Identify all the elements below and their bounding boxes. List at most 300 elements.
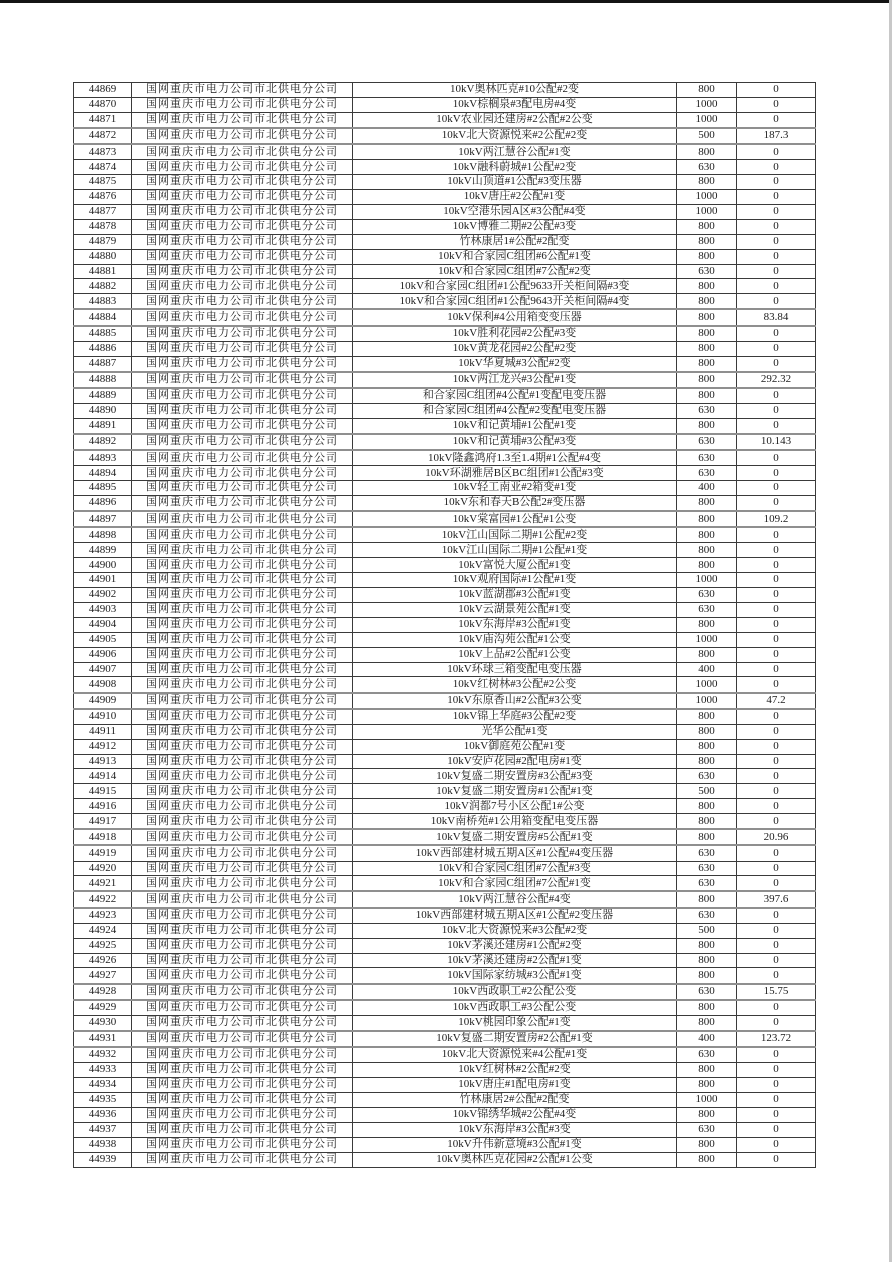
row-id-cell: 44914 — [74, 769, 132, 784]
row-id-cell: 44911 — [74, 724, 132, 739]
capacity-cell: 1000 — [677, 189, 737, 204]
value-cell: 0 — [737, 784, 816, 799]
station-name-cell: 10kV唐庄#2公配#1变 — [353, 189, 677, 204]
station-name-cell: 10kV和合家园C组团#7公配#1变 — [353, 876, 677, 892]
value-cell: 0 — [737, 647, 816, 662]
row-id-cell: 44873 — [74, 144, 132, 160]
value-cell: 0 — [737, 938, 816, 953]
value-cell: 0 — [737, 450, 816, 466]
value-cell: 20.96 — [737, 829, 816, 845]
row-id-cell: 44901 — [74, 573, 132, 588]
company-cell: 国网重庆市电力公司市北供电分公司 — [132, 309, 353, 325]
row-id-cell: 44885 — [74, 326, 132, 342]
station-name-cell: 10kV农业园还建房#2公配#2公变 — [353, 112, 677, 128]
station-name-cell: 10kV东原香山#2公配#3公变 — [353, 693, 677, 709]
company-cell: 国网重庆市电力公司市北供电分公司 — [132, 709, 353, 725]
table-row — [74, 799, 816, 814]
capacity-cell: 800 — [677, 829, 737, 845]
station-name-cell: 10kV环湖雅居B区BC组团#1公配#3变 — [353, 466, 677, 481]
value-cell: 0 — [737, 923, 816, 938]
row-id-cell: 44939 — [74, 1152, 132, 1167]
capacity-cell: 800 — [677, 617, 737, 632]
station-name-cell: 10kV和记黄埔#1公配#1变 — [353, 418, 677, 434]
value-cell: 0 — [737, 876, 816, 892]
station-name-cell: 10kV北大资源悦来#4公配#1变 — [353, 1047, 677, 1063]
station-name-cell: 10kV茅溪还建房#2公配#1变 — [353, 953, 677, 968]
table-row — [74, 356, 816, 372]
table-row — [74, 189, 816, 204]
company-cell: 国网重庆市电力公司市北供电分公司 — [132, 128, 353, 144]
table-row — [74, 480, 816, 495]
table-row — [74, 264, 816, 279]
table-row — [74, 662, 816, 677]
row-id-cell: 44918 — [74, 829, 132, 845]
row-id-cell: 44933 — [74, 1063, 132, 1078]
table-row — [74, 450, 816, 466]
capacity-cell: 630 — [677, 602, 737, 617]
station-name-cell: 10kV北大资源悦来#3公配#2变 — [353, 923, 677, 938]
company-cell: 国网重庆市电力公司市北供电分公司 — [132, 1063, 353, 1078]
table-row — [74, 128, 816, 144]
value-cell: 0 — [737, 845, 816, 861]
station-name-cell: 10kV西部建材城五期A区#1公配#2变压器 — [353, 908, 677, 924]
value-cell: 0 — [737, 97, 816, 112]
value-cell: 0 — [737, 480, 816, 495]
row-id-cell: 44924 — [74, 923, 132, 938]
value-cell: 0 — [737, 587, 816, 602]
row-id-cell: 44910 — [74, 709, 132, 725]
capacity-cell: 400 — [677, 480, 737, 495]
company-cell: 国网重庆市电力公司市北供电分公司 — [132, 144, 353, 160]
company-cell: 国网重庆市电力公司市北供电分公司 — [132, 112, 353, 128]
table-row — [74, 953, 816, 968]
capacity-cell: 800 — [677, 709, 737, 725]
table-row — [74, 279, 816, 294]
company-cell: 国网重庆市电力公司市北供电分公司 — [132, 418, 353, 434]
table-row — [74, 1137, 816, 1152]
value-cell: 0 — [737, 249, 816, 264]
row-id-cell: 44893 — [74, 450, 132, 466]
value-cell: 0 — [737, 1152, 816, 1167]
capacity-cell: 800 — [677, 891, 737, 907]
capacity-cell: 800 — [677, 388, 737, 404]
table-row — [74, 341, 816, 356]
table-row — [74, 814, 816, 830]
station-name-cell: 10kV红树林#2公配#2变 — [353, 1063, 677, 1078]
capacity-cell: 800 — [677, 234, 737, 249]
capacity-cell: 800 — [677, 326, 737, 342]
value-cell: 0 — [737, 466, 816, 481]
table-row — [74, 984, 816, 1000]
station-name-cell: 10kV锦绣华城#2公配#4变 — [353, 1107, 677, 1122]
value-cell: 123.72 — [737, 1031, 816, 1047]
station-name-cell: 10kV胜利花园#2公配#3变 — [353, 326, 677, 342]
company-cell: 国网重庆市电力公司市北供电分公司 — [132, 861, 353, 876]
table-row — [74, 403, 816, 418]
capacity-cell: 1000 — [677, 573, 737, 588]
value-cell: 0 — [737, 219, 816, 234]
company-cell: 国网重庆市电力公司市北供电分公司 — [132, 632, 353, 647]
station-name-cell: 10kV江山国际二期#1公配#2变 — [353, 527, 677, 543]
row-id-cell: 44926 — [74, 953, 132, 968]
table-row — [74, 784, 816, 799]
table-row — [74, 175, 816, 190]
table-row — [74, 709, 816, 725]
row-id-cell: 44869 — [74, 83, 132, 98]
value-cell: 0 — [737, 341, 816, 356]
value-cell: 0 — [737, 1122, 816, 1137]
table-row — [74, 938, 816, 953]
table-row — [74, 908, 816, 924]
table-row — [74, 724, 816, 739]
capacity-cell: 800 — [677, 968, 737, 984]
company-cell: 国网重庆市电力公司市北供电分公司 — [132, 754, 353, 769]
row-id-cell: 44912 — [74, 739, 132, 754]
capacity-cell: 630 — [677, 908, 737, 924]
value-cell: 0 — [737, 908, 816, 924]
capacity-cell: 800 — [677, 219, 737, 234]
capacity-cell: 630 — [677, 876, 737, 892]
row-id-cell: 44895 — [74, 480, 132, 495]
row-id-cell: 44876 — [74, 189, 132, 204]
station-name-cell: 10kV东海岸#3公配#3变 — [353, 1122, 677, 1137]
station-name-cell: 10kV空港乐园A区#3公配#4变 — [353, 204, 677, 219]
row-id-cell: 44925 — [74, 938, 132, 953]
row-id-cell: 44886 — [74, 341, 132, 356]
capacity-cell: 1000 — [677, 1092, 737, 1107]
capacity-cell: 800 — [677, 341, 737, 356]
company-cell: 国网重庆市电力公司市北供电分公司 — [132, 953, 353, 968]
row-id-cell: 44878 — [74, 219, 132, 234]
row-id-cell: 44935 — [74, 1092, 132, 1107]
row-id-cell: 44897 — [74, 511, 132, 527]
row-id-cell: 44871 — [74, 112, 132, 128]
capacity-cell: 630 — [677, 160, 737, 175]
company-cell: 国网重庆市电力公司市北供电分公司 — [132, 264, 353, 279]
value-cell: 0 — [737, 388, 816, 404]
value-cell: 0 — [737, 558, 816, 573]
station-name-cell: 10kV蓝湖郡#3公配#1变 — [353, 587, 677, 602]
station-name-cell: 10kV和合家园C组团#1公配9633开关柜间隔#3变 — [353, 279, 677, 294]
station-name-cell: 10kV两江龙兴#3公配#1变 — [353, 372, 677, 388]
table-row — [74, 1031, 816, 1047]
value-cell: 0 — [737, 602, 816, 617]
station-name-cell: 10kV山顶道#1公配#3变压器 — [353, 175, 677, 190]
row-id-cell: 44900 — [74, 558, 132, 573]
page-top-edge — [0, 0, 892, 3]
value-cell: 109.2 — [737, 511, 816, 527]
station-name-cell: 10kV复盛二期安置房#1公配#1变 — [353, 784, 677, 799]
station-name-cell: 10kV黄龙花园#2公配#2变 — [353, 341, 677, 356]
capacity-cell: 800 — [677, 1077, 737, 1092]
company-cell: 国网重庆市电力公司市北供电分公司 — [132, 543, 353, 558]
station-name-cell: 10kV桃园印象公配#1变 — [353, 1015, 677, 1031]
station-name-cell: 10kV两江慧谷公配#4变 — [353, 891, 677, 907]
station-name-cell: 10kV轻工南亚#2箱变#1变 — [353, 480, 677, 495]
capacity-cell: 1000 — [677, 677, 737, 693]
value-cell: 0 — [737, 632, 816, 647]
capacity-cell: 800 — [677, 724, 737, 739]
capacity-cell: 800 — [677, 647, 737, 662]
company-cell: 国网重庆市电力公司市北供电分公司 — [132, 97, 353, 112]
row-id-cell: 44890 — [74, 403, 132, 418]
company-cell: 国网重庆市电力公司市北供电分公司 — [132, 495, 353, 511]
station-name-cell: 10kV奥林匹克花园#2公配#1公变 — [353, 1152, 677, 1167]
table-row — [74, 434, 816, 450]
table-row — [74, 294, 816, 310]
row-id-cell: 44877 — [74, 204, 132, 219]
row-id-cell: 44881 — [74, 264, 132, 279]
value-cell: 0 — [737, 1137, 816, 1152]
station-name-cell: 10kV御庭苑公配#1变 — [353, 739, 677, 754]
table-row — [74, 1107, 816, 1122]
table-row — [74, 495, 816, 511]
company-cell: 国网重庆市电力公司市北供电分公司 — [132, 938, 353, 953]
row-id-cell: 44892 — [74, 434, 132, 450]
value-cell: 0 — [737, 814, 816, 830]
row-id-cell: 44937 — [74, 1122, 132, 1137]
table-row — [74, 769, 816, 784]
row-id-cell: 44908 — [74, 677, 132, 693]
company-cell: 国网重庆市电力公司市北供电分公司 — [132, 189, 353, 204]
value-cell: 10.143 — [737, 434, 816, 450]
company-cell: 国网重庆市电力公司市北供电分公司 — [132, 984, 353, 1000]
row-id-cell: 44934 — [74, 1077, 132, 1092]
company-cell: 国网重庆市电力公司市北供电分公司 — [132, 249, 353, 264]
table-row — [74, 1000, 816, 1016]
table-row — [74, 326, 816, 342]
value-cell: 0 — [737, 968, 816, 984]
table-row — [74, 388, 816, 404]
value-cell: 0 — [737, 83, 816, 98]
company-cell: 国网重庆市电力公司市北供电分公司 — [132, 204, 353, 219]
row-id-cell: 44887 — [74, 356, 132, 372]
company-cell: 国网重庆市电力公司市北供电分公司 — [132, 388, 353, 404]
capacity-cell: 630 — [677, 587, 737, 602]
row-id-cell: 44872 — [74, 128, 132, 144]
capacity-cell: 630 — [677, 403, 737, 418]
row-id-cell: 44902 — [74, 587, 132, 602]
capacity-cell: 1000 — [677, 693, 737, 709]
table-row — [74, 511, 816, 527]
row-id-cell: 44931 — [74, 1031, 132, 1047]
capacity-cell: 500 — [677, 784, 737, 799]
row-id-cell: 44903 — [74, 602, 132, 617]
capacity-cell: 1000 — [677, 204, 737, 219]
capacity-cell: 1000 — [677, 112, 737, 128]
row-id-cell: 44932 — [74, 1047, 132, 1063]
table-row — [74, 543, 816, 558]
table-row — [74, 923, 816, 938]
station-name-cell: 10kV红树林#3公配#2公变 — [353, 677, 677, 693]
company-cell: 国网重庆市电力公司市北供电分公司 — [132, 1122, 353, 1137]
station-name-cell: 10kV保利#4公用箱变变压器 — [353, 309, 677, 325]
row-id-cell: 44905 — [74, 632, 132, 647]
table-row — [74, 249, 816, 264]
station-name-cell: 10kV和合家园C组团#7公配#2变 — [353, 264, 677, 279]
capacity-cell: 800 — [677, 558, 737, 573]
company-cell: 国网重庆市电力公司市北供电分公司 — [132, 160, 353, 175]
capacity-cell: 800 — [677, 953, 737, 968]
value-cell: 397.6 — [737, 891, 816, 907]
row-id-cell: 44883 — [74, 294, 132, 310]
value-cell: 0 — [737, 189, 816, 204]
company-cell: 国网重庆市电力公司市北供电分公司 — [132, 784, 353, 799]
capacity-cell: 800 — [677, 249, 737, 264]
station-name-cell: 10kV观府国际#1公配#1变 — [353, 573, 677, 588]
company-cell: 国网重庆市电力公司市北供电分公司 — [132, 480, 353, 495]
table-row — [74, 587, 816, 602]
row-id-cell: 44938 — [74, 1137, 132, 1152]
table-row — [74, 83, 816, 98]
table-row — [74, 1047, 816, 1063]
row-id-cell: 44906 — [74, 647, 132, 662]
station-name-cell: 10kV北大资源悦来#2公配#2变 — [353, 128, 677, 144]
table-row — [74, 418, 816, 434]
row-id-cell: 44917 — [74, 814, 132, 830]
value-cell: 0 — [737, 326, 816, 342]
capacity-cell: 800 — [677, 754, 737, 769]
company-cell: 国网重庆市电力公司市北供电分公司 — [132, 234, 353, 249]
station-name-cell: 10kV东和春天B公配2#变压器 — [353, 495, 677, 511]
station-name-cell: 10kV国际家纺城#3公配#1变 — [353, 968, 677, 984]
row-id-cell: 44909 — [74, 693, 132, 709]
value-cell: 0 — [737, 356, 816, 372]
value-cell: 0 — [737, 527, 816, 543]
row-id-cell: 44879 — [74, 234, 132, 249]
company-cell: 国网重庆市电力公司市北供电分公司 — [132, 647, 353, 662]
capacity-cell: 800 — [677, 1015, 737, 1031]
table-row — [74, 876, 816, 892]
station-name-cell: 10kV和合家园C组团#1公配9643开关柜间隔#4变 — [353, 294, 677, 310]
company-cell: 国网重庆市电力公司市北供电分公司 — [132, 511, 353, 527]
value-cell: 47.2 — [737, 693, 816, 709]
company-cell: 国网重庆市电力公司市北供电分公司 — [132, 677, 353, 693]
value-cell: 0 — [737, 1092, 816, 1107]
company-cell: 国网重庆市电力公司市北供电分公司 — [132, 1077, 353, 1092]
capacity-cell: 630 — [677, 434, 737, 450]
company-cell: 国网重庆市电力公司市北供电分公司 — [132, 617, 353, 632]
company-cell: 国网重庆市电力公司市北供电分公司 — [132, 908, 353, 924]
company-cell: 国网重庆市电力公司市北供电分公司 — [132, 769, 353, 784]
table-row — [74, 1015, 816, 1031]
capacity-cell: 800 — [677, 511, 737, 527]
row-id-cell: 44920 — [74, 861, 132, 876]
station-name-cell: 10kV华夏城#3公配#2变 — [353, 356, 677, 372]
station-name-cell: 10kV棠富园#1公配#1公变 — [353, 511, 677, 527]
capacity-cell: 800 — [677, 144, 737, 160]
value-cell: 0 — [737, 112, 816, 128]
table-row — [74, 1152, 816, 1167]
capacity-cell: 800 — [677, 356, 737, 372]
table-row — [74, 558, 816, 573]
station-name-cell: 10kV上品#2公配#1公变 — [353, 647, 677, 662]
station-name-cell: 10kV和合家园C组团#7公配#3变 — [353, 861, 677, 876]
value-cell: 0 — [737, 418, 816, 434]
station-name-cell: 10kV博雅二期#2公配#3变 — [353, 219, 677, 234]
company-cell: 国网重庆市电力公司市北供电分公司 — [132, 739, 353, 754]
company-cell: 国网重庆市电力公司市北供电分公司 — [132, 1152, 353, 1167]
company-cell: 国网重庆市电力公司市北供电分公司 — [132, 1107, 353, 1122]
row-id-cell: 44882 — [74, 279, 132, 294]
value-cell: 0 — [737, 175, 816, 190]
station-name-cell: 10kV复盛二期安置房#5公配#1变 — [353, 829, 677, 845]
company-cell: 国网重庆市电力公司市北供电分公司 — [132, 558, 353, 573]
station-name-cell: 10kV棕榈泉#3配电房#4变 — [353, 97, 677, 112]
power-distribution-table — [73, 82, 816, 1168]
table-row — [74, 219, 816, 234]
capacity-cell: 630 — [677, 1122, 737, 1137]
station-name-cell: 竹林康居2#公配#2配变 — [353, 1092, 677, 1107]
capacity-cell: 800 — [677, 279, 737, 294]
table-row — [74, 204, 816, 219]
capacity-cell: 800 — [677, 799, 737, 814]
capacity-cell: 800 — [677, 495, 737, 511]
capacity-cell: 630 — [677, 1047, 737, 1063]
company-cell: 国网重庆市电力公司市北供电分公司 — [132, 1000, 353, 1016]
value-cell: 0 — [737, 1015, 816, 1031]
capacity-cell: 800 — [677, 1137, 737, 1152]
station-name-cell: 光华公配#1变 — [353, 724, 677, 739]
company-cell: 国网重庆市电力公司市北供电分公司 — [132, 356, 353, 372]
row-id-cell: 44904 — [74, 617, 132, 632]
row-id-cell: 44884 — [74, 309, 132, 325]
value-cell: 0 — [737, 1107, 816, 1122]
table-row — [74, 845, 816, 861]
company-cell: 国网重庆市电力公司市北供电分公司 — [132, 1031, 353, 1047]
table-row — [74, 309, 816, 325]
station-name-cell: 10kV融科蔚城#1公配#2变 — [353, 160, 677, 175]
value-cell: 0 — [737, 495, 816, 511]
company-cell: 国网重庆市电力公司市北供电分公司 — [132, 923, 353, 938]
station-name-cell: 和合家园C组团#4公配#2变配电变压器 — [353, 403, 677, 418]
table-row — [74, 160, 816, 175]
company-cell: 国网重庆市电力公司市北供电分公司 — [132, 573, 353, 588]
station-name-cell: 10kV隆鑫鸿府1.3至1.4期#1公配#4变 — [353, 450, 677, 466]
row-id-cell: 44891 — [74, 418, 132, 434]
value-cell: 0 — [737, 754, 816, 769]
station-name-cell: 10kV江山国际二期#1公配#1变 — [353, 543, 677, 558]
station-name-cell: 10kV锦上华庭#3公配#2变 — [353, 709, 677, 725]
table-row — [74, 891, 816, 907]
company-cell: 国网重庆市电力公司市北供电分公司 — [132, 968, 353, 984]
row-id-cell: 44929 — [74, 1000, 132, 1016]
company-cell: 国网重庆市电力公司市北供电分公司 — [132, 175, 353, 190]
company-cell: 国网重庆市电力公司市北供电分公司 — [132, 602, 353, 617]
capacity-cell: 800 — [677, 1063, 737, 1078]
capacity-cell: 800 — [677, 814, 737, 830]
table-row — [74, 1092, 816, 1107]
value-cell: 0 — [737, 144, 816, 160]
row-id-cell: 44930 — [74, 1015, 132, 1031]
table-body — [74, 83, 816, 1168]
table-row — [74, 97, 816, 112]
company-cell: 国网重庆市电力公司市北供电分公司 — [132, 814, 353, 830]
capacity-cell: 500 — [677, 923, 737, 938]
capacity-cell: 630 — [677, 984, 737, 1000]
table-row — [74, 466, 816, 481]
company-cell: 国网重庆市电力公司市北供电分公司 — [132, 587, 353, 602]
company-cell: 国网重庆市电力公司市北供电分公司 — [132, 724, 353, 739]
table-row — [74, 144, 816, 160]
station-name-cell: 10kV两江慧谷公配#1变 — [353, 144, 677, 160]
company-cell: 国网重庆市电力公司市北供电分公司 — [132, 693, 353, 709]
value-cell: 0 — [737, 617, 816, 632]
value-cell: 0 — [737, 403, 816, 418]
value-cell: 0 — [737, 677, 816, 693]
company-cell: 国网重庆市电力公司市北供电分公司 — [132, 372, 353, 388]
capacity-cell: 800 — [677, 418, 737, 434]
